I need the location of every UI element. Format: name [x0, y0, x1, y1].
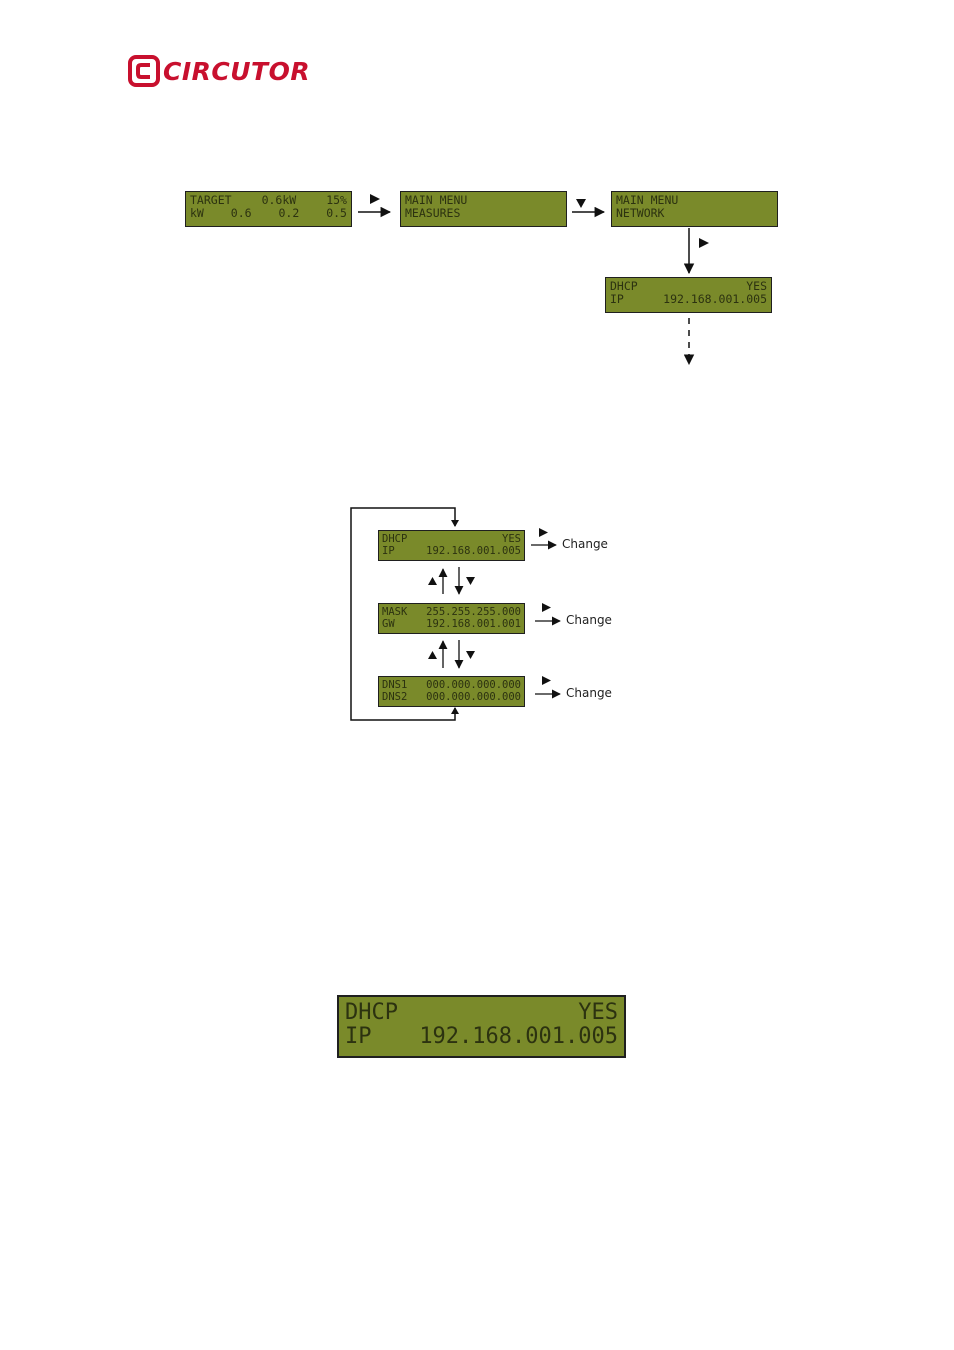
lcd-text: DNS2: [382, 691, 408, 703]
lcd-text: 192.168.001.005: [426, 545, 521, 557]
lcd-text: 0.6kW: [261, 193, 297, 207]
key-right-icon-3: [539, 528, 548, 537]
loop-arrowhead-bottom: [451, 707, 459, 714]
lcd-mask-gw: [378, 603, 525, 634]
lcd-main-menu-measures: [400, 191, 567, 227]
lcd-text: DHCP: [382, 533, 408, 545]
lcd-text: 000.000.000.000: [426, 679, 521, 691]
lcd-text: DHCP: [345, 1000, 398, 1025]
key-up-icon-2: [428, 651, 437, 659]
lcd-dhcp-2: [378, 530, 525, 561]
lcd-text: DHCP: [610, 279, 638, 293]
lcd-text: TARGET: [190, 193, 232, 207]
lcd-text: MEASURES: [405, 206, 461, 220]
change-label-3: Change: [566, 686, 612, 700]
change-label-2: Change: [566, 613, 612, 627]
lcd-text: 15%: [326, 193, 347, 207]
key-right-icon-2: [699, 238, 709, 248]
loop-arrowhead-top: [451, 520, 459, 527]
lcd-text: YES: [746, 279, 767, 293]
key-right-icon-5: [542, 676, 551, 685]
lcd-text: YES: [502, 533, 521, 545]
lcd-text: MAIN MENU: [405, 193, 468, 207]
lcd-text: 000.000.000.000: [426, 691, 521, 703]
lcd-text: kW: [190, 206, 204, 220]
key-down-icon-2: [466, 577, 475, 585]
lcd-text: IP: [345, 1024, 372, 1049]
lcd-dhcp-1: [605, 277, 772, 313]
lcd-text: IP: [382, 545, 395, 557]
lcd-text: 192.168.001.005: [663, 292, 767, 306]
lcd-text: 255.255.255.000: [426, 606, 521, 618]
lcd-text: NETWORK: [616, 206, 665, 220]
lcd-text: 192.168.001.005: [419, 1024, 618, 1049]
lcd-main-menu-network: [611, 191, 778, 227]
lcd-text: GW: [382, 618, 395, 630]
lcd-text: MASK: [382, 606, 408, 618]
lcd-dns: [378, 676, 525, 707]
key-down-icon-3: [466, 651, 475, 659]
lcd-text: 0.5: [326, 206, 347, 220]
lcd-text: DNS1: [382, 679, 408, 691]
key-down-icon-1: [576, 199, 586, 208]
lcd-text: MAIN MENU: [616, 193, 679, 207]
lcd-text: 0.6: [230, 206, 252, 220]
lcd-dhcp-large: [337, 995, 626, 1058]
lcd-text: YES: [578, 1000, 618, 1025]
lcd-text: IP: [610, 292, 624, 306]
key-right-icon-1: [370, 194, 380, 204]
key-up-icon-1: [428, 577, 437, 585]
lcd-text: 192.168.001.001: [426, 618, 521, 630]
lcd-text: 0.2: [278, 206, 300, 220]
logo-text: CIRCUTOR: [163, 56, 311, 86]
key-right-icon-4: [542, 603, 551, 612]
lcd-target: [185, 191, 352, 227]
change-label-1: Change: [562, 537, 608, 551]
